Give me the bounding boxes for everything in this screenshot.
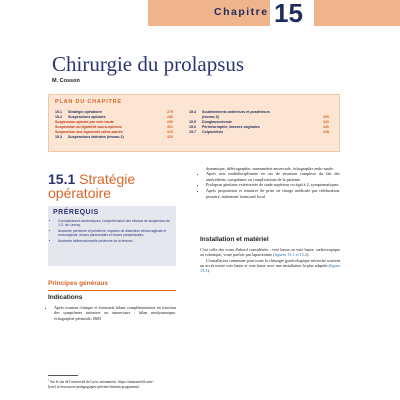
toc-row[interactable]: (niveau 3) 330 (202, 115, 329, 119)
chapter-number: 15 (270, 0, 314, 26)
prerequisites-heading: PRÉREQUIS (53, 209, 99, 216)
page-title: Chirurgie du prolapsus (52, 52, 245, 76)
principes-heading: Principes généraux (48, 280, 108, 287)
list-item: • Après proposition et tentative de prise en charge médicale par rééducation, pessaire, traitement hormonal local. (206, 188, 340, 199)
installation-heading: Installation et matériel (200, 236, 269, 243)
toc-row[interactable]: 15.5 Douglassectomie 340 (189, 120, 329, 124)
toc-row[interactable]: Suspension apicale par voie haute 286 (55, 120, 173, 124)
toc-row[interactable]: 15.6 Périnéorraphie, bisexes vaginales 346 (189, 125, 329, 129)
prerequisite-item: • Anatomie pelvienne et pelvienne, espaces de dissection vésicovaginale et rectovaginale, fosses pararectales et fosses paravésicales. (58, 229, 174, 237)
prerequisites-box (48, 206, 176, 266)
list-item: • Après avis multidisciplinaire en cas de situation complexe du fait des antécédents, symptômes ou complications de la patiente. (206, 171, 340, 182)
toc-row[interactable]: Suspension aux ligaments utéro-sacrés 315 (55, 130, 173, 134)
toc-row[interactable]: Suspension au ligament sacro-épineux 302 (55, 125, 173, 129)
toc-heading: PLAN DU CHAPITRE (55, 99, 122, 105)
chapter-label: Chapitre (214, 6, 269, 18)
list-item: • Prolapsus génitaux extériorisés de stade supérieur ou égal à 2, symptomatiques. (206, 182, 340, 187)
toc-right-column (189, 110, 329, 135)
footnote-mark: ¹ (48, 378, 49, 382)
indications-heading: Indications (48, 294, 83, 301)
footnote (48, 378, 178, 389)
section-title-line1: Stratégie (79, 171, 136, 187)
figure-link[interactable]: figures 15.1 et 15.2 (274, 252, 307, 258)
footnote-divider (48, 375, 78, 376)
toc-row[interactable]: 15.2 Suspensions apicales 286 (55, 115, 173, 119)
prerequisite-item: • Connaissances anatomiques, compréhension des niveaux de suspension de J.O. de Lancey. (58, 219, 174, 227)
author: M. Cosson (52, 78, 80, 84)
figure-link[interactable]: figure 15.3 (200, 262, 340, 274)
section-title-line2: opératoire (48, 185, 112, 201)
section-number: 15.1 (48, 171, 76, 187)
prerequisite-item: • Anatomie tridimensionnelle pelvienne de la femme¹. (58, 239, 174, 243)
divider (48, 290, 176, 291)
paragraph: L'installation commune pour toute la chirurgie gynécologique nécessite souvent un accès mixte voie haute et voie basse avec une installation la plus adaptée (figure 15.3). (200, 257, 340, 274)
toc-row[interactable]: 15.4 Soutènements antérieurs et postérieurs (189, 110, 270, 114)
paragraph: C'est celle des voies d'abord considérées : voie basse ou voie haute, cœlioscopique ou robotique, voire parfois par laparotomie (figures 15.1 et 15.2). (200, 247, 340, 258)
right-column (200, 166, 340, 200)
installation-paragraph (200, 247, 340, 273)
toc-left-column (55, 110, 173, 140)
table-of-contents (48, 94, 340, 152)
toc-row[interactable]: 15.3 Suspensions latérales (niveau 2) 320 (55, 135, 173, 139)
toc-row[interactable]: 15.1 Stratégie opératoire 275 (55, 110, 173, 114)
paragraph: dynamique, défécographie, manométrie anorectale, échographie endo-anale. (206, 166, 334, 171)
toc-row[interactable]: 15.7 Colpocléisis 348 (189, 130, 329, 134)
indications-paragraph: • Après examen clinique et éventuels bilans complémentaires en fonction des symptômes urinaires ou anorectaux : bilan urodynamique, échographie périnéale, IRM (48, 305, 176, 321)
footnote-text[interactable]: Sur le site de l'université de Lyon, notamment : https://anatomie3d.univ-lyon1.fr/ressources-pedagogiques-pelvien-feminin-programme/. (48, 380, 154, 389)
